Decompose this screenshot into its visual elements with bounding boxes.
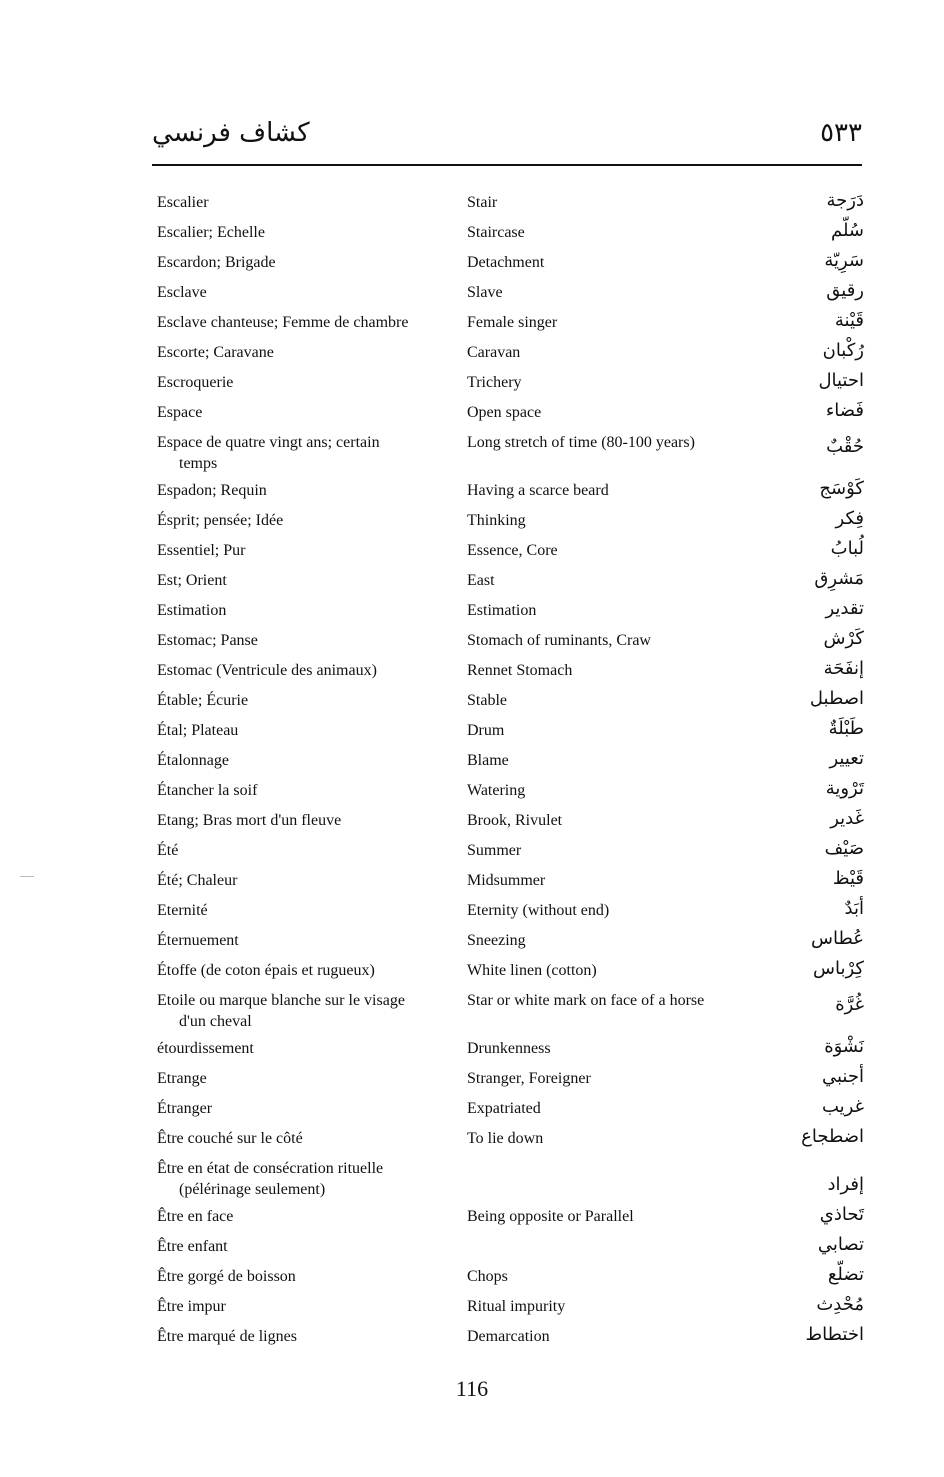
arabic-term: حُقْبٌ [826, 436, 864, 457]
french-term [157, 570, 447, 591]
arabic-term: نَشْوَة [824, 1036, 864, 1057]
french-term [157, 630, 447, 651]
arabic-term: رُكْبان [822, 340, 864, 361]
arabic-term: كَوْسَج [819, 478, 864, 499]
english-term: Stomach of ruminants, Craw [467, 632, 651, 649]
french-term-line: Été; Chaleur [157, 872, 238, 889]
page-number: 116 [455, 1376, 489, 1401]
arabic-page-number: ٥٣٣ [820, 118, 862, 148]
arabic-term: عُطاس [811, 928, 864, 949]
arabic-term: كِرْباس [813, 958, 864, 979]
french-term-line: Être impur [157, 1298, 226, 1315]
french-term-line: Escardon; Brigade [157, 254, 276, 271]
english-term: Essence, Core [467, 542, 558, 559]
french-term-line: Être gorgé de boisson [157, 1268, 296, 1285]
french-term [157, 1038, 447, 1059]
french-term [157, 432, 447, 474]
french-term [157, 222, 447, 243]
arabic-term: تقدير [825, 598, 864, 619]
english-term: Estimation [467, 602, 537, 619]
arabic-term: غَدير [830, 808, 864, 829]
arabic-term: اختطاط [805, 1324, 864, 1345]
french-term-line: Escalier [157, 194, 209, 211]
glossary-row [0, 746, 944, 776]
arabic-term: غريب [821, 1096, 864, 1117]
french-term [157, 510, 447, 531]
french-term [157, 1068, 447, 1089]
french-term [157, 930, 447, 951]
french-term [157, 960, 447, 981]
french-term [157, 342, 447, 363]
french-term [157, 1296, 447, 1317]
english-term: Star or white mark on face of a horse [467, 992, 705, 1009]
arabic-term: طَبْلَةٌ [828, 718, 864, 739]
english-term: Slave [467, 284, 503, 301]
glossary-row [0, 1292, 944, 1322]
glossary-row [0, 986, 944, 1034]
english-term: Long stretch of time (80-100 years) [467, 434, 695, 451]
arabic-term: قَيْنة [834, 310, 864, 331]
english-term: Open space [467, 404, 542, 421]
english-term: Thinking [467, 512, 526, 529]
arabic-term: فَضاء [825, 400, 864, 421]
english-term: Blame [467, 752, 509, 769]
french-term-continuation: d'un cheval [179, 1013, 252, 1030]
english-term: Being opposite or Parallel [467, 1208, 634, 1225]
french-term-line: Étoffe (de coton épais et rugueux) [157, 962, 375, 979]
glossary-row [0, 1064, 944, 1094]
arabic-term: غُرَّة [835, 994, 864, 1015]
glossary-row [0, 596, 944, 626]
english-term: Stair [467, 194, 498, 211]
glossary-row [0, 536, 944, 566]
arabic-term: قَيْظ [832, 868, 864, 889]
arabic-term: إفراد [827, 1174, 864, 1195]
arabic-term: اصطبل [809, 688, 864, 709]
french-term [157, 720, 447, 741]
arabic-term: إنفَحَة [823, 658, 864, 679]
french-term [157, 990, 447, 1032]
english-term: Sneezing [467, 932, 526, 949]
glossary-row [0, 716, 944, 746]
english-term: Demarcation [467, 1328, 550, 1345]
english-term: Drunkenness [467, 1040, 551, 1057]
french-term-line: Etoile ou marque blanche sur le visage [157, 992, 405, 1009]
french-term-line: Être marqué de lignes [157, 1328, 297, 1345]
english-term: Having a scarce beard [467, 482, 609, 499]
french-term [157, 312, 447, 333]
arabic-term: تعيير [829, 748, 864, 769]
french-term [157, 1326, 447, 1347]
english-term: Ritual impurity [467, 1298, 566, 1315]
arabic-term: فِكر [835, 508, 864, 529]
glossary-row [0, 368, 944, 398]
french-term [157, 1206, 447, 1227]
french-term-line: Esclave [157, 284, 207, 301]
glossary-row [0, 1154, 944, 1202]
french-term-line: Etang; Bras mort d'un fleuve [157, 812, 342, 829]
french-term [157, 660, 447, 681]
french-term-line: Être couché sur le côté [157, 1130, 303, 1147]
english-term: Drum [467, 722, 505, 739]
arabic-term: تضلّع [827, 1264, 864, 1285]
arabic-term: اضطجاع [801, 1126, 864, 1147]
french-term-line: Estimation [157, 602, 227, 619]
english-term: Brook, Rivulet [467, 812, 563, 829]
arabic-term: أبَدٌ [844, 898, 864, 919]
glossary-row [0, 1094, 944, 1124]
english-term: Stranger, Foreigner [467, 1070, 591, 1087]
french-term-line: Étancher la soif [157, 782, 258, 799]
french-term-line: étourdissement [157, 1040, 254, 1057]
english-term: White linen (cotton) [467, 962, 597, 979]
french-term-line: Éternuement [157, 932, 239, 949]
arabic-term: رقيق [826, 280, 864, 301]
arabic-term: سُلّم [830, 220, 864, 241]
french-term-line: Esclave chanteuse; Femme de chambre [157, 314, 409, 331]
french-term-line: Est; Orient [157, 572, 227, 589]
english-term: Midsummer [467, 872, 546, 889]
english-term: Staircase [467, 224, 525, 241]
french-term [157, 372, 447, 393]
french-term [157, 1266, 447, 1287]
glossary-row [0, 218, 944, 248]
glossary-row [0, 506, 944, 536]
glossary-row [0, 278, 944, 308]
arabic-term: دَرَجة [826, 190, 864, 211]
english-term: Eternity (without end) [467, 902, 610, 919]
arabic-term: كَرْش [823, 628, 864, 649]
glossary-table [0, 188, 944, 1352]
french-term-line: Escalier; Echelle [157, 224, 265, 241]
arabic-term: مَشرِق [814, 568, 864, 589]
glossary-row [0, 1124, 944, 1154]
glossary-row [0, 566, 944, 596]
french-term [157, 690, 447, 711]
glossary-row [0, 776, 944, 806]
english-term: Chops [467, 1268, 508, 1285]
french-term [157, 480, 447, 501]
running-title: كشاف فرنسي [152, 118, 310, 148]
arabic-term: صَيْف [824, 838, 864, 859]
french-term-line: Espadon; Requin [157, 482, 267, 499]
glossary-row [0, 866, 944, 896]
french-term-line: Estomac (Ventricule des animaux) [157, 662, 377, 679]
french-term-continuation: (pélérinage seulement) [179, 1181, 326, 1198]
french-term-line: Être en face [157, 1208, 234, 1225]
glossary-row [0, 476, 944, 506]
english-term: Summer [467, 842, 522, 859]
glossary-row [0, 1202, 944, 1232]
french-term-line: Ésprit; pensée; Idée [157, 512, 284, 529]
french-term [157, 1128, 447, 1149]
french-term [157, 870, 447, 891]
french-term-line: Escorte; Caravane [157, 344, 274, 361]
french-term-line: Espace [157, 404, 203, 421]
glossary-row [0, 956, 944, 986]
arabic-term: أجنبي [822, 1066, 864, 1087]
glossary-row [0, 248, 944, 278]
french-term-line: Essentiel; Pur [157, 542, 246, 559]
glossary-row [0, 806, 944, 836]
english-term: East [467, 572, 495, 589]
glossary-row [0, 926, 944, 956]
english-term: Caravan [467, 344, 521, 361]
arabic-term: تَرْوية [825, 778, 864, 799]
french-term-line: Estomac; Panse [157, 632, 258, 649]
english-term: Trichery [467, 374, 522, 391]
french-term [157, 1158, 447, 1200]
page-header [152, 118, 862, 166]
glossary-row [0, 188, 944, 218]
english-term: Rennet Stomach [467, 662, 573, 679]
french-term [157, 600, 447, 621]
french-term-line: Etrange [157, 1070, 207, 1087]
french-term-line: Étranger [157, 1100, 213, 1117]
glossary-row [0, 686, 944, 716]
arabic-term: احتيال [818, 370, 864, 391]
english-term: To lie down [467, 1130, 544, 1147]
french-term-line: Eternité [157, 902, 208, 919]
french-term-line: Espace de quatre vingt ans; certain [157, 434, 380, 451]
french-term [157, 840, 447, 861]
french-term [157, 900, 447, 921]
french-term [157, 750, 447, 771]
arabic-term: مُحْدِث [816, 1294, 864, 1315]
glossary-row [0, 626, 944, 656]
french-term-line: Être en état de consécration rituelle [157, 1160, 384, 1177]
french-term-line: Été [157, 842, 179, 859]
glossary-row [0, 398, 944, 428]
english-term: Expatriated [467, 1100, 541, 1117]
french-term-line: Être enfant [157, 1238, 228, 1255]
glossary-row [0, 896, 944, 926]
french-term [157, 540, 447, 561]
french-term [157, 810, 447, 831]
arabic-term: تصابي [817, 1234, 864, 1255]
french-term [157, 1236, 447, 1257]
english-term: Stable [467, 692, 507, 709]
english-term: Watering [467, 782, 526, 799]
french-term-line: Escroquerie [157, 374, 234, 391]
french-term [157, 780, 447, 801]
glossary-row [0, 836, 944, 866]
arabic-term: سَرِيّة [824, 250, 864, 271]
french-term [157, 252, 447, 273]
margin-mark [20, 876, 34, 877]
english-term: Detachment [467, 254, 545, 271]
glossary-row [0, 656, 944, 686]
glossary-row [0, 1262, 944, 1292]
french-term [157, 402, 447, 423]
glossary-row [0, 428, 944, 476]
french-term-continuation: temps [179, 455, 218, 472]
arabic-term: تَحاذي [819, 1204, 864, 1225]
french-term-line: Étalonnage [157, 752, 229, 769]
glossary-row [0, 338, 944, 368]
glossary-row [0, 1232, 944, 1262]
french-term-line: Étal; Plateau [157, 722, 239, 739]
french-term [157, 192, 447, 213]
glossary-row [0, 1034, 944, 1064]
arabic-term: لُبابُ [830, 538, 864, 559]
french-term-line: Étable; Écurie [157, 692, 249, 709]
french-term [157, 1098, 447, 1119]
glossary-row [0, 308, 944, 338]
french-term [157, 282, 447, 303]
english-term: Female singer [467, 314, 558, 331]
glossary-row [0, 1322, 944, 1352]
